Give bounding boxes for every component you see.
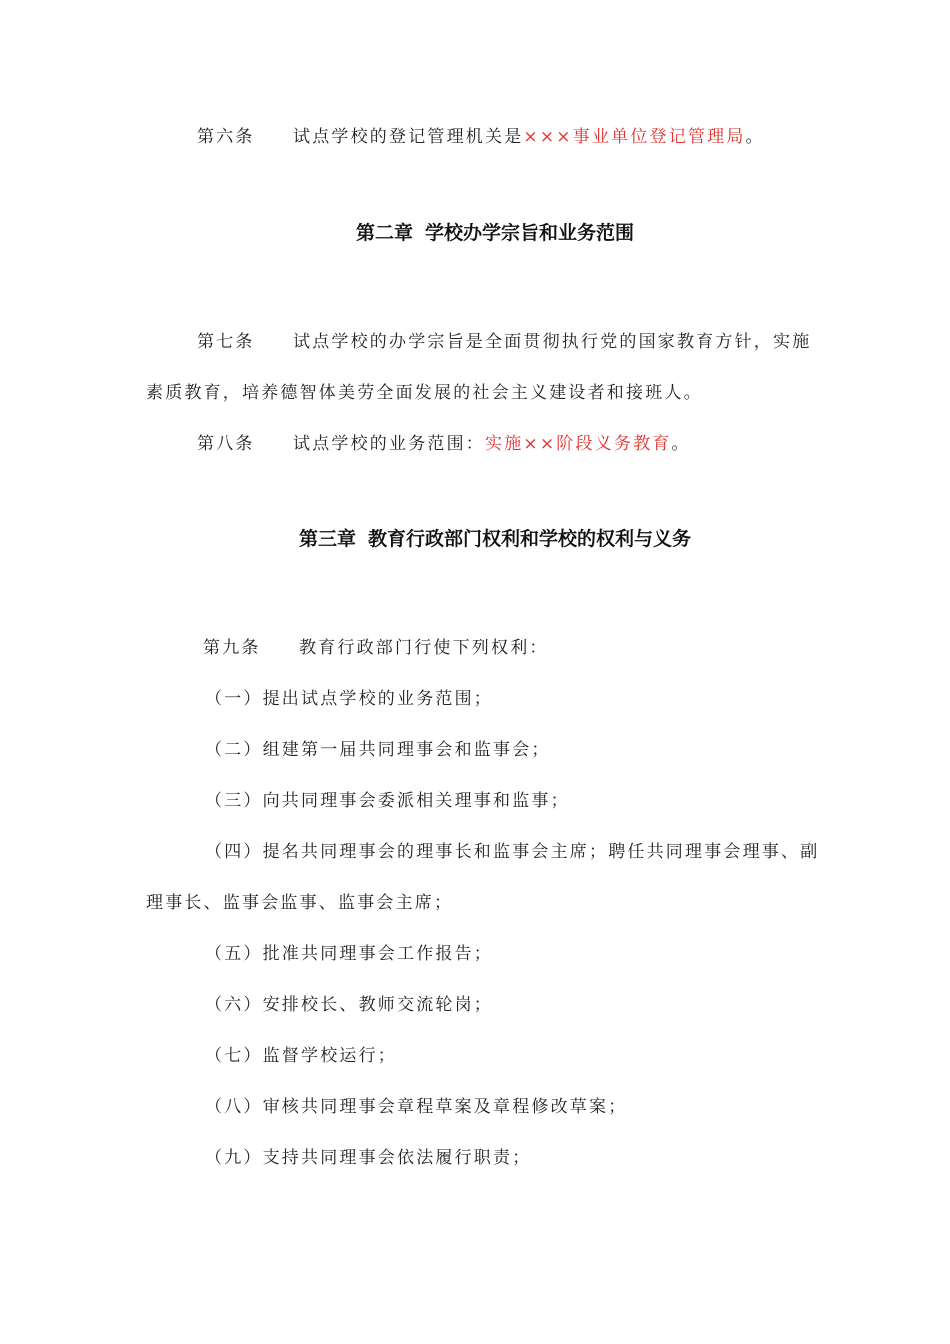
list-item: （三）向共同理事会委派相关理事和监事； — [205, 791, 570, 811]
list-item: （二）组建第一届共同理事会和监事会； — [205, 740, 551, 760]
article-end: 。 — [745, 127, 765, 147]
article-9 — [203, 636, 549, 660]
chapter-number: 第二章 — [355, 222, 413, 244]
chapter-title: 教育行政部门权利和学校的权利与义务 — [368, 528, 692, 550]
list-item: （四）提名共同理事会的理事长和监事会主席；聘任共同理事会理事、副 — [205, 842, 820, 862]
article-number: 第七条 — [197, 332, 255, 352]
list-item-continuation: 理事长、监事会监事、监事会主席； — [146, 893, 454, 913]
list-item: （七）监督学校运行； — [205, 1046, 397, 1066]
article-end: 。 — [671, 434, 691, 454]
list-item: （六）安排校长、教师交流轮岗； — [205, 995, 493, 1015]
article-8 — [197, 432, 691, 456]
article-text: 试点学校的业务范围： — [293, 434, 485, 454]
article-text: 试点学校的办学宗旨是全面贯彻执行党的国家教育方针，实施 — [293, 332, 812, 352]
article-number: 第六条 — [197, 127, 255, 147]
list-item: （一）提出试点学校的业务范围； — [205, 689, 493, 709]
article-6 — [197, 125, 765, 149]
chapter-heading-3 — [0, 526, 950, 552]
article-text: 教育行政部门行使下列权利： — [299, 638, 549, 658]
article-7 — [197, 330, 811, 354]
chapter-title: 学校办学宗旨和业务范围 — [425, 222, 635, 244]
list-item: （九）支持共同理事会依法履行职责； — [205, 1148, 532, 1168]
article-number: 第八条 — [197, 434, 255, 454]
article-number: 第九条 — [203, 638, 261, 658]
chapter-heading-2 — [0, 220, 950, 246]
list-item: （五）批准共同理事会工作报告； — [205, 944, 493, 964]
highlighted-text: ×××事业单位登记管理局 — [523, 127, 746, 147]
list-item: （八）审核共同理事会章程草案及章程修改草案； — [205, 1097, 628, 1117]
article-7-continuation: 素质教育，培养德智体美劳全面发展的社会主义建设者和接班人。 — [146, 383, 703, 403]
chapter-number: 第三章 — [298, 528, 356, 550]
article-text: 试点学校的登记管理机关是 — [293, 127, 524, 147]
highlighted-text: 实施××阶段义务教育 — [485, 434, 672, 454]
